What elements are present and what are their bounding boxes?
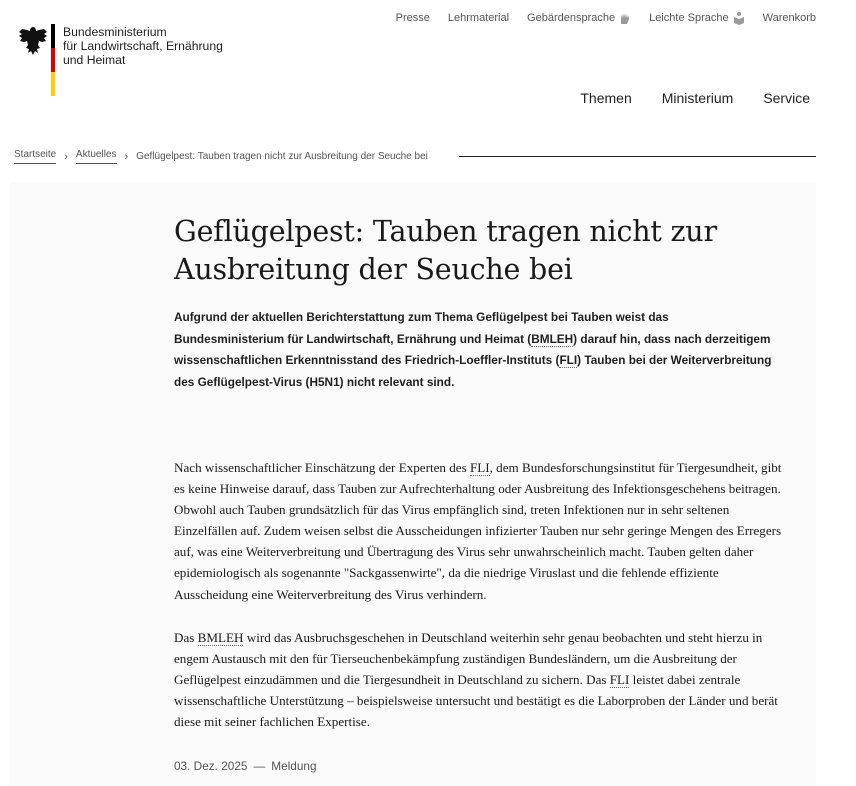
article-paragraph [174, 457, 784, 605]
german-flag-bar [51, 24, 55, 96]
nav-item-service[interactable]: Service [763, 90, 810, 106]
chevron-right-icon: › [64, 150, 68, 163]
ministry-logo[interactable] [18, 24, 223, 67]
paragraph-text: , dem Bundesforschungsinstitut für Tiergesundheit, gibt es keine Hinweise darauf, dass Tauben zur Aufrechterhaltung oder Ausbreitung des Infektionsgeschehens beitragen. Obwohl auch Tauben grundsätzlich für das Virus empfänglich sind, treten Infektionen nur in sehr seltenen Einzelfällen auf. Zudem weisen selbst die Ausscheidungen infizierter Tauben nur sehr geringe Mengen des Erregers auf, was eine Weiterverbreitung und Übertragung des Virus sehr unwahrscheinlich macht. Tauben gelten daher epidemiologisch als sogenannte "Sackgassenwirte", da die niedrige Viruslast und die fehlende effiziente Ausscheidung eine Weiterverbreitung des Virus verhindern. [174, 460, 782, 602]
ministry-name-line: und Heimat [63, 53, 126, 67]
article-paragraph [174, 627, 784, 732]
article-meta [174, 759, 317, 773]
title-line: Ausbreitung der Seuche bei [174, 253, 573, 286]
ministry-name-line: Bundesministerium [63, 25, 167, 39]
article-date: 03. Dez. 2025 [174, 759, 248, 773]
breadcrumb-current: Geflügelpest: Tauben tragen nicht zur Ausbreitung der Seuche bei [136, 151, 428, 162]
nav-link-lehrmaterial[interactable]: Lehrmaterial [447, 12, 510, 24]
nav-link-label: Leichte Sprache [649, 12, 729, 24]
lead-text: Aufgrund der aktuellen Berichterstattung zum Thema Geflügelpest bei Tauben weist das Bundesministerium für Landwirtschaft, Ernährung und Heimat ( [174, 310, 669, 346]
abbr-bmleh[interactable]: BMLEH [531, 331, 574, 346]
nav-item-ministerium[interactable]: Ministerium [661, 90, 734, 106]
breadcrumb-home-link[interactable]: Startseite [14, 149, 56, 164]
nav-link-gebaerdensprache[interactable] [527, 11, 631, 25]
abbr-bmleh[interactable]: BMLEH [197, 630, 244, 645]
main-navigation [580, 90, 810, 106]
chevron-right-icon: › [124, 150, 129, 163]
abbr-fli[interactable]: FLI [609, 672, 630, 688]
meta-separator: — [253, 759, 266, 773]
article-lead [174, 307, 774, 393]
paragraph-text: leistet dabei zentrale wissenschaftliche Unterstützung – beispielsweise untersucht und bestätigt es die Laborproben der Länder und berät diese mit seiner fachlichen Expertise. [174, 672, 778, 730]
breadcrumb [14, 149, 428, 164]
nav-link-label: Gebärdensprache [527, 12, 616, 24]
abbr-fli[interactable]: FLI [559, 353, 578, 367]
breadcrumb-divider [459, 156, 816, 157]
paragraph-text: Das [174, 630, 198, 645]
lead-text: ) darauf hin, dass nach derzeitigem wissenschaftlichen Erkenntnisstand des Friedrich-Loeffler-Instituts ( [174, 331, 771, 367]
breadcrumb-news-link[interactable]: Aktuelles [76, 149, 117, 164]
paragraph-text: Nach wissenschaftlicher Einschätzung der Experten des [174, 460, 470, 475]
ministry-name-line: für Landwirtschaft, Ernährung [63, 39, 223, 53]
paragraph-text: wird das Ausbruchsgeschehen in Deutschland weiterhin sehr genau beobachten und steht hierzu in engem Austausch mit den für Tierseuchenbekämpfung zuständigen Bundesländern, um die Ausbreitung der Geflügelpest einzudämmen und die Tiergesundheit in Deutschland zu sichern. Das [174, 630, 763, 688]
service-navigation [396, 11, 816, 25]
abbr-fli[interactable]: FLI [469, 460, 490, 475]
page-title [174, 213, 734, 289]
article-type: Meldung [271, 759, 317, 773]
title-line: Geflügelpest: Tauben tragen nicht zur [174, 215, 717, 248]
federal-eagle-icon [18, 24, 48, 58]
easy-language-icon [733, 11, 745, 25]
lead-text: ) Tauben bei der Weiterverbreitung des Geflügelpest-Virus (H5N1) nicht relevant sind. [174, 353, 772, 389]
nav-link-warenkorb[interactable]: Warenkorb [762, 12, 816, 24]
nav-link-leichte-sprache[interactable] [649, 11, 745, 25]
ministry-name [63, 25, 223, 67]
nav-link-presse[interactable]: Presse [395, 12, 430, 24]
sign-language-icon [619, 11, 631, 25]
nav-item-themen[interactable]: Themen [580, 90, 632, 106]
